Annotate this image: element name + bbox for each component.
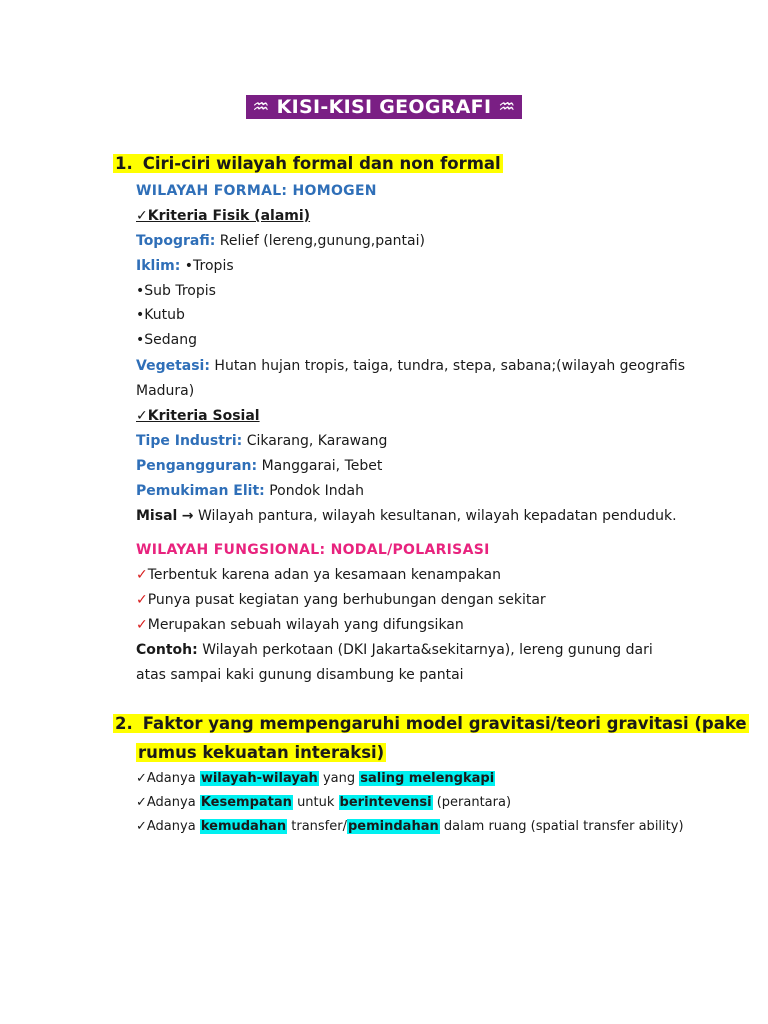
list-item — [136, 615, 464, 635]
gravity-item-1 — [136, 769, 495, 789]
section-1-heading — [113, 152, 503, 176]
contoh-line: Contoh: Wilayah perkotaan (DKI Jakarta&sekitarnya), lereng gunung dari — [136, 642, 653, 658]
title-container — [0, 95, 768, 119]
topografi-line: Topografi: Relief (lereng,gunung,pantai) — [136, 233, 425, 249]
tipe-industri-line: Tipe Industri: Cikarang, Karawang — [136, 433, 388, 449]
item-suffix: dalam ruang (spatial transfer ability) — [443, 819, 684, 834]
item-connector: transfer/ — [291, 819, 347, 834]
fisik-criteria-label: ✓Kriteria Fisik (alami) — [136, 208, 311, 224]
contoh-line-cont: atas sampai kaki gunung disambung ke pantai — [136, 667, 464, 683]
highlight-term: pemindahan — [347, 819, 439, 834]
highlight-term: Kesempatan — [200, 795, 292, 810]
check-icon: ✓ — [136, 567, 148, 583]
sosial-criteria-label: ✓Kriteria Sosial — [136, 408, 260, 424]
misal-label: Misal — [136, 508, 178, 524]
arrow-right-icon: → — [181, 508, 194, 524]
section-2-number: 2. — [115, 714, 133, 733]
vegetasi-line: Vegetasi: Hutan hujan tropis, taiga, tundra, stepa, sabana;(wilayah geografis — [136, 358, 686, 374]
item-connector: yang — [322, 771, 356, 786]
check-icon: ✓ — [136, 592, 148, 608]
pengangguran-line: Pengangguran: Manggarai, Tebet — [136, 458, 383, 474]
topografi-value: Relief (lereng,gunung,pantai) — [219, 233, 425, 249]
section-2-title-cont: rumus kekuatan interaksi) — [138, 743, 385, 762]
section-1-title: Ciri-ciri wilayah formal dan non formal — [142, 154, 501, 173]
topografi-label: Topografi — [136, 233, 210, 249]
item-prefix: ✓Adanya — [136, 819, 196, 834]
misal-line — [136, 506, 677, 526]
formal-heading: WILAYAH FORMAL: HOMOGEN — [136, 183, 377, 199]
fungsional-item-text: Punya pusat kegiatan yang berhubungan dengan sekitar — [147, 592, 546, 608]
vegetasi-label: Vegetasi — [136, 358, 205, 374]
contoh-label: Contoh — [136, 642, 193, 658]
fungsional-item-text: Terbentuk karena adan ya kesamaan kenampakan — [147, 567, 501, 583]
item-prefix: ✓Adanya — [136, 771, 196, 786]
iklim-label: Iklim — [136, 258, 175, 274]
vegetasi-value: Hutan hujan tropis, taiga, tundra, stepa, sabana;(wilayah geografis — [214, 358, 686, 374]
bullet-icon: • — [136, 307, 145, 323]
pengangguran-label: Pengangguran — [136, 458, 252, 474]
iklim-item-text: Kutub — [144, 307, 185, 323]
highlight-term: kemudahan — [200, 819, 287, 834]
pemukiman-value: Pondok Indah — [269, 483, 364, 499]
section-2-title: Faktor yang mempengaruhi model gravitasi/teori gravitasi (pake — [142, 714, 747, 733]
pemukiman-label: Pemukiman Elit — [136, 483, 260, 499]
highlight-term: saling melengkapi — [360, 771, 495, 786]
pemukiman-line: Pemukiman Elit: Pondok Indah — [136, 483, 364, 499]
bullet-icon: • — [184, 258, 194, 274]
section-2-heading — [113, 712, 749, 736]
list-item — [136, 281, 216, 301]
misal-value: Wilayah pantura, wilayah kesultanan, wilayah kepadatan penduduk. — [197, 508, 677, 524]
iklim-item-text: Sedang — [144, 332, 197, 348]
gravity-item-2 — [136, 793, 511, 813]
bullet-icon: • — [136, 283, 145, 299]
tipe-industri-label: Tipe Industri — [136, 433, 237, 449]
iklim-line: Iklim: •Tropis — [136, 258, 234, 274]
list-item — [136, 565, 501, 585]
fungsional-heading: WILAYAH FUNGSIONAL: NODAL/POLARISASI — [136, 542, 490, 558]
document-title: ♒ KISI-KISI GEOGRAFI ♒ — [246, 95, 521, 119]
iklim-first-value: Tropis — [193, 258, 234, 274]
pengangguran-value: Manggarai, Tebet — [261, 458, 383, 474]
section-2-heading-cont — [136, 741, 386, 765]
item-connector: untuk — [297, 795, 335, 810]
contoh-value: Wilayah perkotaan (DKI Jakarta&sekitarnya), lereng gunung dari — [202, 642, 653, 658]
gravity-item-3 — [136, 817, 684, 837]
list-item — [136, 330, 197, 350]
item-suffix: (perantara) — [436, 795, 512, 810]
highlight-term: berintevensi — [339, 795, 432, 810]
list-item — [136, 590, 546, 610]
section-1-number: 1. — [115, 154, 133, 173]
bullet-icon: • — [136, 332, 145, 348]
vegetasi-line-cont: Madura) — [136, 383, 195, 399]
check-icon: ✓ — [136, 617, 148, 633]
highlight-term: wilayah-wilayah — [200, 771, 318, 786]
tipe-industri-value: Cikarang, Karawang — [246, 433, 388, 449]
fungsional-item-text: Merupakan sebuah wilayah yang difungsikan — [147, 617, 464, 633]
list-item — [136, 305, 185, 325]
iklim-item-text: Sub Tropis — [144, 283, 216, 299]
item-prefix: ✓Adanya — [136, 795, 196, 810]
